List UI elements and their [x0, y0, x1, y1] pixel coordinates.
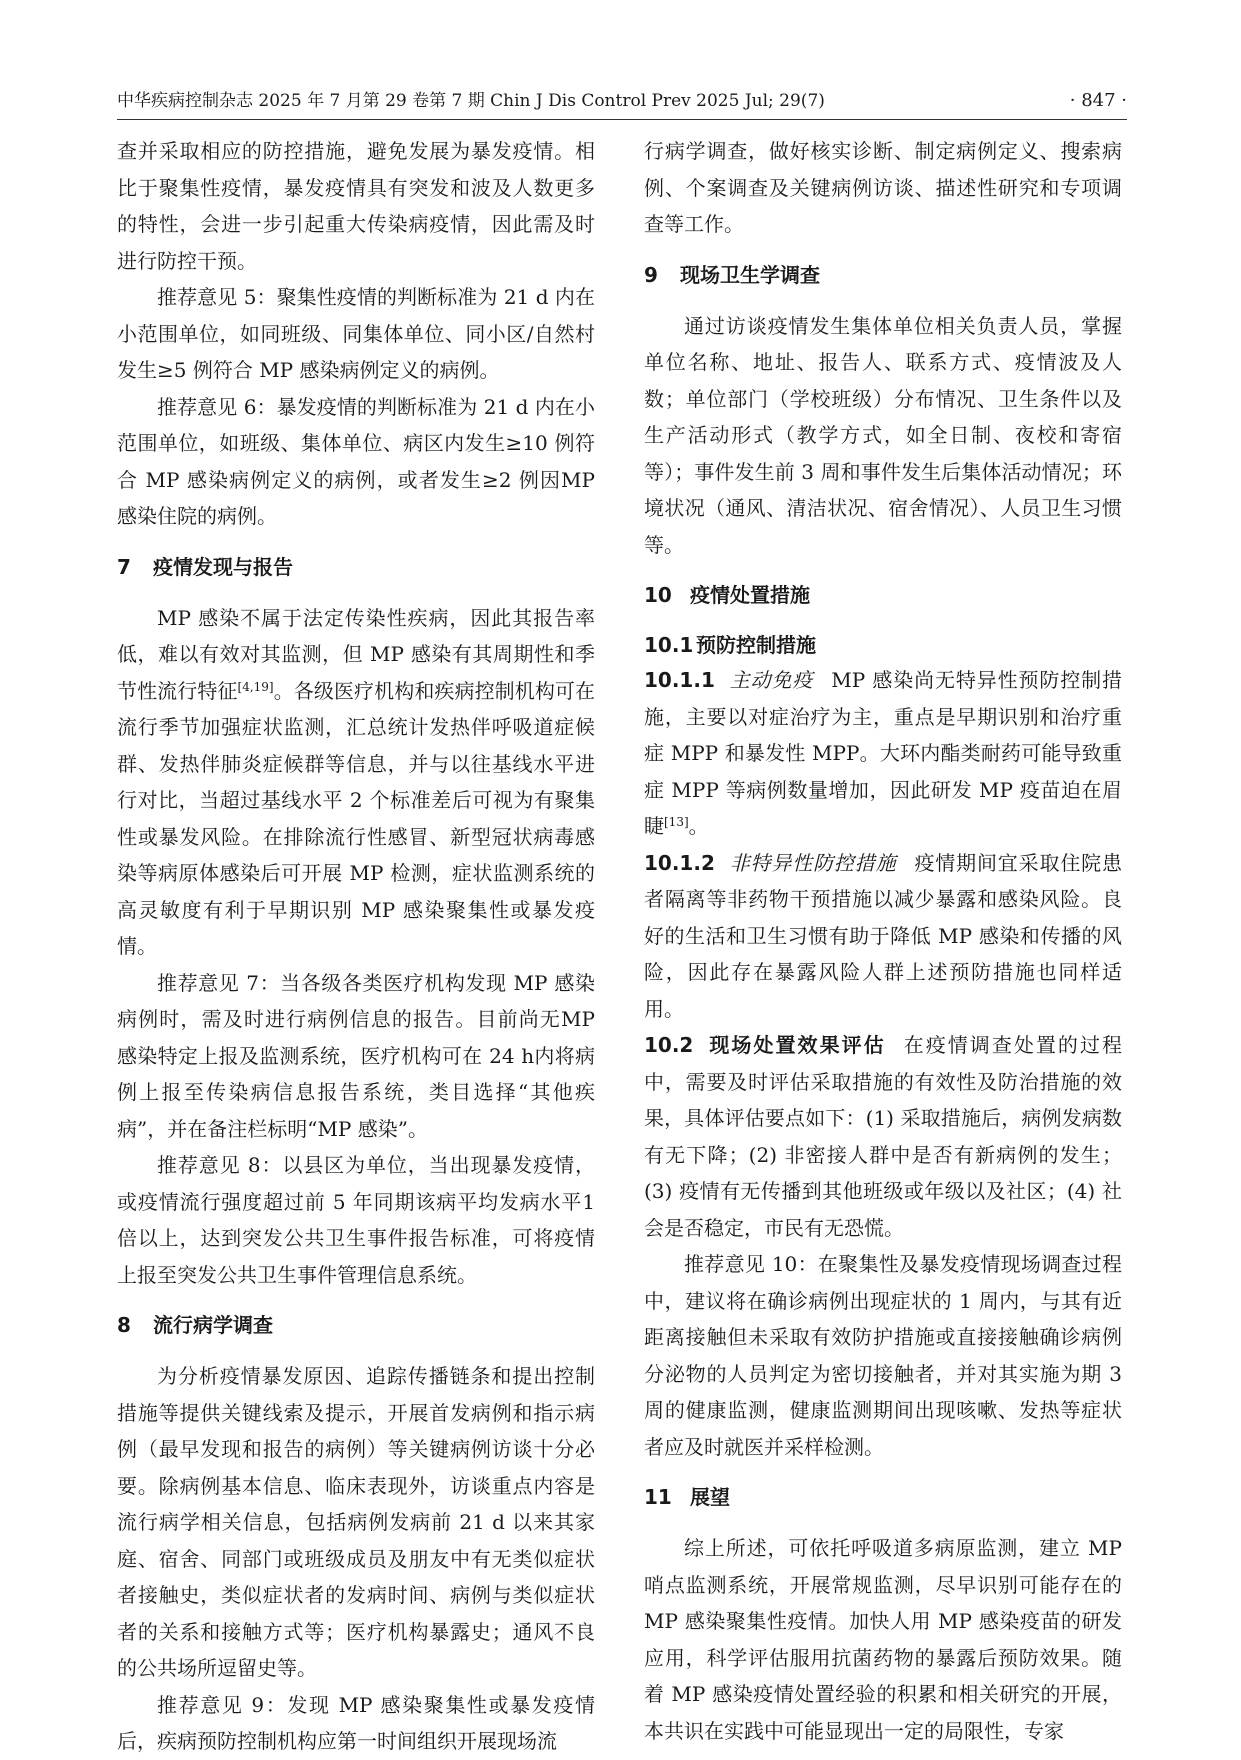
section-number: 8 — [117, 1313, 131, 1337]
section-title: 预防控制措施 — [696, 633, 816, 657]
section-title: 疫情处置措施 — [690, 583, 810, 607]
recommendation-7: 推荐意见 7：当各级各类医疗机构发现 MP 感染病例时，需及时进行病例信息的报告。目前尚无MP 感染特定上报及监测系统，医疗机构可在 24 h内将病例上报至传染病信息报告系统，类目选择“其他疾病”，并在备注栏标明“MP 感染”。 — [117, 970, 595, 1141]
paragraph-text: 在疫情调查处置的过程中，需要及时评估采取措施的有效性及防治措施的效果，具体评估要点如下：(1) 采取措施后，病例发病数有无下降；(2) 非密接人群中是否有新病例的发生；(3) 疫情有无传播到其他班级或年级以及社区；(4) 社会是否稳定，市民有无恐慌。 — [644, 1033, 1123, 1240]
subsection-title: 主动免疫 — [728, 668, 814, 692]
page-number: · 847 · — [1069, 90, 1127, 111]
recommendation-5: 推荐意见 5：聚集性疫情的判断标准为 21 d 内在小范围单位，如同班级、同集体单位、同小区/自然村发生≥5 例符合 MP 感染病例定义的病例。 — [117, 285, 595, 382]
subsection-number: 10.1.1 — [644, 668, 715, 692]
subsection-10-2 — [644, 1027, 1122, 1246]
subsection-title: 现场处置效果评估 — [707, 1033, 886, 1057]
section-9-heading — [644, 258, 1122, 292]
section-title: 展望 — [690, 1485, 730, 1509]
section-7-heading — [117, 550, 595, 584]
paragraph-text: MP 感染不属于法定传染性疾病，因此其报告率低，难以有效对其监测，但 MP 感染有其周期性和季节性流行特征 — [117, 605, 595, 703]
paragraph: 通过访谈疫情发生集体单位相关负责人员，掌握单位名称、地址、报告人、联系方式、疫情波及人数；单位部门（学校班级）分布情况、卫生条件以及生产活动形式（教学方式，如全日制、夜校和寄宿等）；事件发生前 3 周和事件发生后集体活动情况；环境状况（通风、清洁状况、宿舍情况）、人员卫生习惯等。 — [644, 313, 1122, 557]
section-number: 10.1 — [644, 633, 694, 657]
paragraph-text: MP 感染尚无特异性预防控制措施，主要以对症治疗为主，重点是早期识别和治疗重症 MPP 和暴发性 MPP。大环内酯类耐药可能导致重症 MPP 等病例数量增加，因此研发 MP 疫苗迫在眉睫 — [644, 668, 1123, 838]
subsection-10-1-2 — [644, 845, 1122, 1028]
paragraph — [117, 600, 595, 965]
header-rule — [117, 119, 1127, 120]
paragraph: 行病学调查，做好核实诊断、制定病例定义、搜索病例、个案调查及关键病例访谈、描述性研究和专项调查等工作。 — [644, 139, 1122, 236]
section-title: 现场卫生学调查 — [680, 262, 820, 287]
recommendation-8: 推荐意见 8：以县区为单位，当出现暴发疫情，或疫情流行强度超过前 5 年同期该病平均发病水平1 倍以上，达到突发公共卫生事件报告标准，可将疫情上报至突发公共卫生事件管理信息系统。 — [117, 1153, 595, 1287]
section-number: 7 — [117, 554, 131, 579]
subsection-title: 非特异性防控措施 — [728, 850, 897, 875]
section-number: 11 — [644, 1485, 672, 1509]
section-number: 9 — [644, 262, 658, 287]
paragraph: 为分析疫情暴发原因、追踪传播链条和提出控制措施等提供关键线索及提示，开展首发病例和指示病例（最早发现和报告的病例）等关键病例访谈十分必要。除病例基本信息、临床表现外，访谈重点内容是流行病学相关信息，包括病例发病前 21 d 以来其家庭、宿舍、同部门或班级成员及朋友中有无类似症状者接触史，类似症状者的发病时间、病例与类似症状者的关系和接触方式等；医疗机构暴露史；通风不良的公共场所逗留史等。 — [117, 1364, 595, 1680]
section-title: 流行病学调查 — [153, 1313, 273, 1337]
subsection-10-1-1 — [644, 662, 1122, 845]
citation: [13] — [664, 815, 689, 829]
paragraph-text: 。各级医疗机构和疾病控制机构可在流行季节加强症状监测，汇总统计发热伴呼吸道症候群、发热伴肺炎症候群等信息，并与以往基线水平进行对比，当超过基线水平 2 个标准差后可视为有聚集性或暴发风险。在排除流行性感冒、新型冠状病毒感染等病原体感染后可开展 MP 检测，症状监测系统的高灵敏度有利于早期识别 MP 感染聚集性或暴发疫情。 — [117, 678, 596, 958]
left-column — [117, 133, 595, 1760]
right-column — [644, 133, 1122, 1749]
running-header — [117, 86, 1127, 116]
paragraph: 查并采取相应的防控措施，避免发展为暴发疫情。相比于聚集性疫情，暴发疫情具有突发和波及人数更多的特性，会进一步引起重大传染病疫情，因此需及时进行防控干预。 — [117, 139, 595, 273]
section-number: 10 — [644, 583, 672, 607]
section-11-heading — [644, 1480, 1122, 1514]
section-8-heading — [117, 1308, 595, 1342]
paragraph: 综上所述，可依托呼吸道多病原监测，建立 MP哨点监测系统，开展常规监测，尽早识别可能存在的MP 感染聚集性疫情。加快人用 MP 感染疫苗的研发应用，科学评估服用抗菌药物的暴露后预防效果。随着 MP 感染疫情处置经验的积累和相关研究的开展，本共识在实践中可能显现出一定的局限性，专家 — [644, 1536, 1122, 1743]
section-10-heading — [644, 578, 1122, 612]
paragraph-text: 。 — [688, 814, 709, 838]
section-title: 疫情发现与报告 — [153, 554, 293, 579]
recommendation-6: 推荐意见 6：暴发疫情的判断标准为 21 d 内在小范围单位，如班级、集体单位、病区内发生≥10 例符合 MP 感染病例定义的病例，或者发生≥2 例因MP 感染住院的病例。 — [117, 394, 595, 528]
paragraph-text: 疫情期间宜采取住院患者隔离等非药物干预措施以减少暴露和感染风险。良好的生活和卫生习惯有助于降低 MP 感染和传播的风险，因此存在暴露风险人群上述预防措施也同样适用。 — [644, 850, 1123, 1021]
subsection-number: 10.2 — [644, 1033, 694, 1057]
recommendation-9: 推荐意见 9：发现 MP 感染聚集性或暴发疫情后，疾病预防控制机构应第一时间组织开展现场流 — [117, 1692, 595, 1753]
recommendation-10: 推荐意见 10：在聚集性及暴发疫情现场调查过程中，建议将在确诊病例出现症状的 1 周内，与其有近距离接触但未采取有效防护措施或直接接触确诊病例分泌物的人员判定为密切接触者，并对其实施为期 3 周的健康监测，健康监测期间出现咳嗽、发热等症状者应及时就医并采样检测。 — [644, 1252, 1122, 1459]
section-10-1-heading — [644, 628, 1122, 662]
subsection-number: 10.1.2 — [644, 850, 715, 875]
citation: [4,19] — [237, 679, 274, 694]
journal-citation: 中华疾病控制杂志 2025 年 7 月第 29 卷第 7 期 Chin J Dis Control Prev 2025 Jul; 29(7) — [117, 91, 825, 111]
